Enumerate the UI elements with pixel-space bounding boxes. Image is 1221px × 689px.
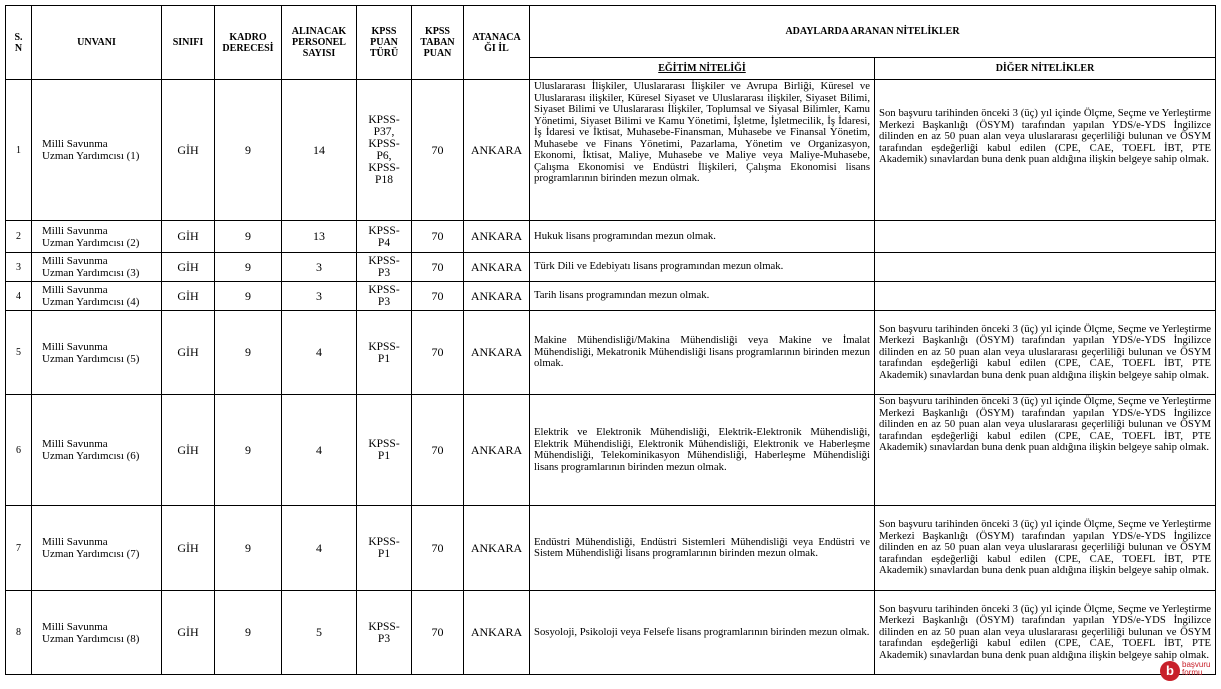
cell-puan-turu: KPSS- P3 xyxy=(357,591,412,675)
cell-taban: 70 xyxy=(412,311,464,395)
cell-taban: 70 xyxy=(412,591,464,675)
cell-sn: 6 xyxy=(6,395,32,506)
cell-puan-turu: KPSS- P1 xyxy=(357,506,412,591)
cell-unvan: Milli Savunma Uzman Yardımcısı (8) xyxy=(32,591,162,675)
table-row xyxy=(6,253,1216,282)
header-diger-nitelikler: DİĞER NİTELİKLER xyxy=(875,58,1216,80)
cell-sayi: 13 xyxy=(282,221,357,253)
cell-derece: 9 xyxy=(215,282,282,311)
watermark-logo xyxy=(1158,659,1211,685)
cell-sayi: 3 xyxy=(282,282,357,311)
cell-sinif: GİH xyxy=(162,311,215,395)
cell-egitim: Hukuk lisans programından mezun olmak. xyxy=(530,221,875,253)
cell-egitim: Sosyoloji, Psikoloji veya Felsefe lisans programlarının birinden mezun olmak. xyxy=(530,591,875,675)
cell-derece: 9 xyxy=(215,253,282,282)
cell-sinif: GİH xyxy=(162,395,215,506)
cell-unvan: Milli Savunma Uzman Yardımcısı (6) xyxy=(32,395,162,506)
table-row xyxy=(6,80,1216,221)
cell-taban: 70 xyxy=(412,282,464,311)
watermark-text: başvuru formu xyxy=(1182,660,1211,677)
cell-puan-turu: KPSS- P3 xyxy=(357,253,412,282)
cell-sinif: GİH xyxy=(162,282,215,311)
cell-derece: 9 xyxy=(215,221,282,253)
header-sn: S. N xyxy=(6,6,32,80)
header-unvani: UNVANI xyxy=(32,6,162,80)
cell-taban: 70 xyxy=(412,506,464,591)
cell-derece: 9 xyxy=(215,506,282,591)
cell-sinif: GİH xyxy=(162,591,215,675)
cell-egitim: Tarih lisans programından mezun olmak. xyxy=(530,282,875,311)
logo-icon: b xyxy=(1160,661,1180,681)
header-kpss-taban-puan: KPSS TABAN PUAN xyxy=(412,6,464,80)
cell-sinif: GİH xyxy=(162,253,215,282)
header-egitim-niteligi: EĞİTİM NİTELİĞİ xyxy=(530,58,875,80)
cell-taban: 70 xyxy=(412,253,464,282)
cell-unvan: Milli Savunma Uzman Yardımcısı (3) xyxy=(32,253,162,282)
table-row xyxy=(6,506,1216,591)
cell-sn: 7 xyxy=(6,506,32,591)
cell-diger: Son başvuru tarihinden önceki 3 (üç) yıl içinde Ölçme, Seçme ve Yerleştirme Merkezi Başkanlığı (ÖSYM) tarafından yapılan YDS/e-YDS İngilizce dilinden en az 50 puan alan veya uluslararası geçerliliği bulunan ve ÖSYM tarafından eşdeğerliği kabul edilen (CPE, CAE, TOEFL İBT, PTE Akademik) sınavlardan buna denk puan aldığına ilişkin belgeye sahip olmak. xyxy=(875,311,1216,395)
cell-puan-turu: KPSS- P3 xyxy=(357,282,412,311)
cell-sn: 5 xyxy=(6,311,32,395)
cell-sayi: 4 xyxy=(282,506,357,591)
positions-table xyxy=(5,5,1216,675)
cell-diger: Son başvuru tarihinden önceki 3 (üç) yıl içinde Ölçme, Seçme ve Yerleştirme Merkezi Başkanlığı (ÖSYM) tarafından yapılan YDS/e-YDS İngilizce dilinden en az 50 puan alan veya uluslararası geçerliliği bulunan ve ÖSYM tarafından eşdeğerliği kabul edilen (CPE, CAE, TOEFL İBT, PTE Akademik) sınavlardan buna denk puan aldığına ilişkin belgeye sahip olmak. xyxy=(875,506,1216,591)
cell-diger xyxy=(875,221,1216,253)
table-row xyxy=(6,282,1216,311)
cell-il: ANKARA xyxy=(464,506,530,591)
cell-egitim: Uluslararası İlişkiler, Uluslararası İlişkiler ve Avrupa Birliği, Küresel ve Uluslararası ilişkiler, Küresel Siyaset ve Uluslararası ilişkiler, Siyaset Bilimi, Siyaset Bilimi ve Uluslararası İlişkiler, Toplumsal ve Siyasal Bilimler, Kamu Yönetimi, Siyaset Bilimi ve Kamu Yönetimi, İşletme, İşletmecilik, İş İdaresi, İş İdaresi ve İktisat, Muhasebe-Finansman, Muhasebe ve Finansal Yönetim, Muhasebe ve Finans Yönetimi, Pazarlama, Yönetim ve Organizasyon, Ekonomi, İktisat, Maliye, Muhasebe ve Maliye veya Maliye-Muhasebe, Çalışma Ekonomisi ve Endüstri İlişkileri, Çalışma Ekonomisi lisans programlarının birinden mezun olmak. xyxy=(530,80,875,221)
cell-sayi: 5 xyxy=(282,591,357,675)
cell-sn: 4 xyxy=(6,282,32,311)
cell-taban: 70 xyxy=(412,395,464,506)
cell-il: ANKARA xyxy=(464,282,530,311)
header-aranan-nitelikler: ADAYLARDA ARANAN NİTELİKLER xyxy=(530,6,1216,58)
cell-unvan: Milli Savunma Uzman Yardımcısı (4) xyxy=(32,282,162,311)
cell-sinif: GİH xyxy=(162,221,215,253)
cell-il: ANKARA xyxy=(464,591,530,675)
header-atanacagi-il: ATANACA ĞI İL xyxy=(464,6,530,80)
cell-egitim: Elektrik ve Elektronik Mühendisliği, Elektrik-Elektronik Mühendisliği, Elektrik Mühendisliği, Elektronik Mühendisliği, Elektronik ve Haberleşme Mühendisliği, Telekominikasyon Mühendisliği, Haberleşme Mühendisliği lisans programlarının birinden mezun olmak. xyxy=(530,395,875,506)
cell-sinif: GİH xyxy=(162,506,215,591)
cell-il: ANKARA xyxy=(464,311,530,395)
cell-sayi: 14 xyxy=(282,80,357,221)
cell-il: ANKARA xyxy=(464,253,530,282)
table-row xyxy=(6,395,1216,506)
cell-diger: Son başvuru tarihinden önceki 3 (üç) yıl içinde Ölçme, Seçme ve Yerleştirme Merkezi Başkanlığı (ÖSYM) tarafından yapılan YDS/e-YDS İngilizce dilinden en az 50 puan alan veya uluslararası geçerliliği bulunan ve ÖSYM tarafından eşdeğerliği kabul edilen (CPE, CAE, TOEFL İBT, PTE Akademik) sınavlardan buna denk puan aldığına ilişkin belgeye sahip olmak. xyxy=(875,591,1216,675)
cell-il: ANKARA xyxy=(464,395,530,506)
cell-egitim: Makine Mühendisliği/Makina Mühendisliği veya Makine ve İmalat Mühendisliği, Mekatronik Mühendisliği lisans programlarının birinden mezun olmak. xyxy=(530,311,875,395)
cell-diger: Son başvuru tarihinden önceki 3 (üç) yıl içinde Ölçme, Seçme ve Yerleştirme Merkezi Başkanlığı (ÖSYM) tarafından yapılan YDS/e-YDS İngilizce dilinden en az 50 puan alan veya uluslararası geçerliliği bulunan ve ÖSYM tarafından eşdeğerliği kabul edilen (CPE, CAE, TOEFL İBT, PTE Akademik) sınavlardan buna denk puan aldığına ilişkin belgeye sahip olmak. xyxy=(875,80,1216,221)
table-row xyxy=(6,221,1216,253)
cell-sn: 1 xyxy=(6,80,32,221)
cell-derece: 9 xyxy=(215,591,282,675)
cell-taban: 70 xyxy=(412,221,464,253)
table-row xyxy=(6,311,1216,395)
cell-puan-turu: KPSS- P1 xyxy=(357,311,412,395)
header-alinacak-personel: ALINACAK PERSONEL SAYISI xyxy=(282,6,357,80)
cell-il: ANKARA xyxy=(464,221,530,253)
cell-sn: 8 xyxy=(6,591,32,675)
cell-taban: 70 xyxy=(412,80,464,221)
header-kpss-puan-turu: KPSS PUAN TÜRÜ xyxy=(357,6,412,80)
cell-sayi: 4 xyxy=(282,395,357,506)
cell-unvan: Milli Savunma Uzman Yardımcısı (2) xyxy=(32,221,162,253)
header-sinifi: SINIFI xyxy=(162,6,215,80)
cell-egitim: Türk Dili ve Edebiyatı lisans programından mezun olmak. xyxy=(530,253,875,282)
cell-sayi: 4 xyxy=(282,311,357,395)
table-row xyxy=(6,591,1216,675)
cell-il: ANKARA xyxy=(464,80,530,221)
cell-puan-turu: KPSS- P1 xyxy=(357,395,412,506)
cell-unvan: Milli Savunma Uzman Yardımcısı (5) xyxy=(32,311,162,395)
cell-diger xyxy=(875,282,1216,311)
cell-derece: 9 xyxy=(215,311,282,395)
cell-diger xyxy=(875,253,1216,282)
header-kadro-derecesi: KADRO DERECESİ xyxy=(215,6,282,80)
cell-sayi: 3 xyxy=(282,253,357,282)
cell-sn: 3 xyxy=(6,253,32,282)
cell-derece: 9 xyxy=(215,80,282,221)
cell-unvan: Milli Savunma Uzman Yardımcısı (7) xyxy=(32,506,162,591)
cell-puan-turu: KPSS- P4 xyxy=(357,221,412,253)
cell-diger: Son başvuru tarihinden önceki 3 (üç) yıl içinde Ölçme, Seçme ve Yerleştirme Merkezi Başkanlığı (ÖSYM) tarafından yapılan YDS/e-YDS İngilizce dilinden en az 50 puan alan veya uluslararası geçerliliği bulunan ve ÖSYM tarafından eşdeğerliği kabul edilen (CPE, CAE, TOEFL İBT, PTE Akademik) sınavlardan buna denk puan aldığına ilişkin belgeye sahip olmak. xyxy=(875,395,1216,506)
cell-egitim: Endüstri Mühendisliği, Endüstri Sistemleri Mühendisliği veya Endüstri ve Sistem Mühendisliği lisans programlarının birinden mezun olmak. xyxy=(530,506,875,591)
cell-unvan: Milli Savunma Uzman Yardımcısı (1) xyxy=(32,80,162,221)
cell-derece: 9 xyxy=(215,395,282,506)
cell-sn: 2 xyxy=(6,221,32,253)
cell-sinif: GİH xyxy=(162,80,215,221)
cell-puan-turu: KPSS- P37, KPSS- P6, KPSS- P18 xyxy=(357,80,412,221)
